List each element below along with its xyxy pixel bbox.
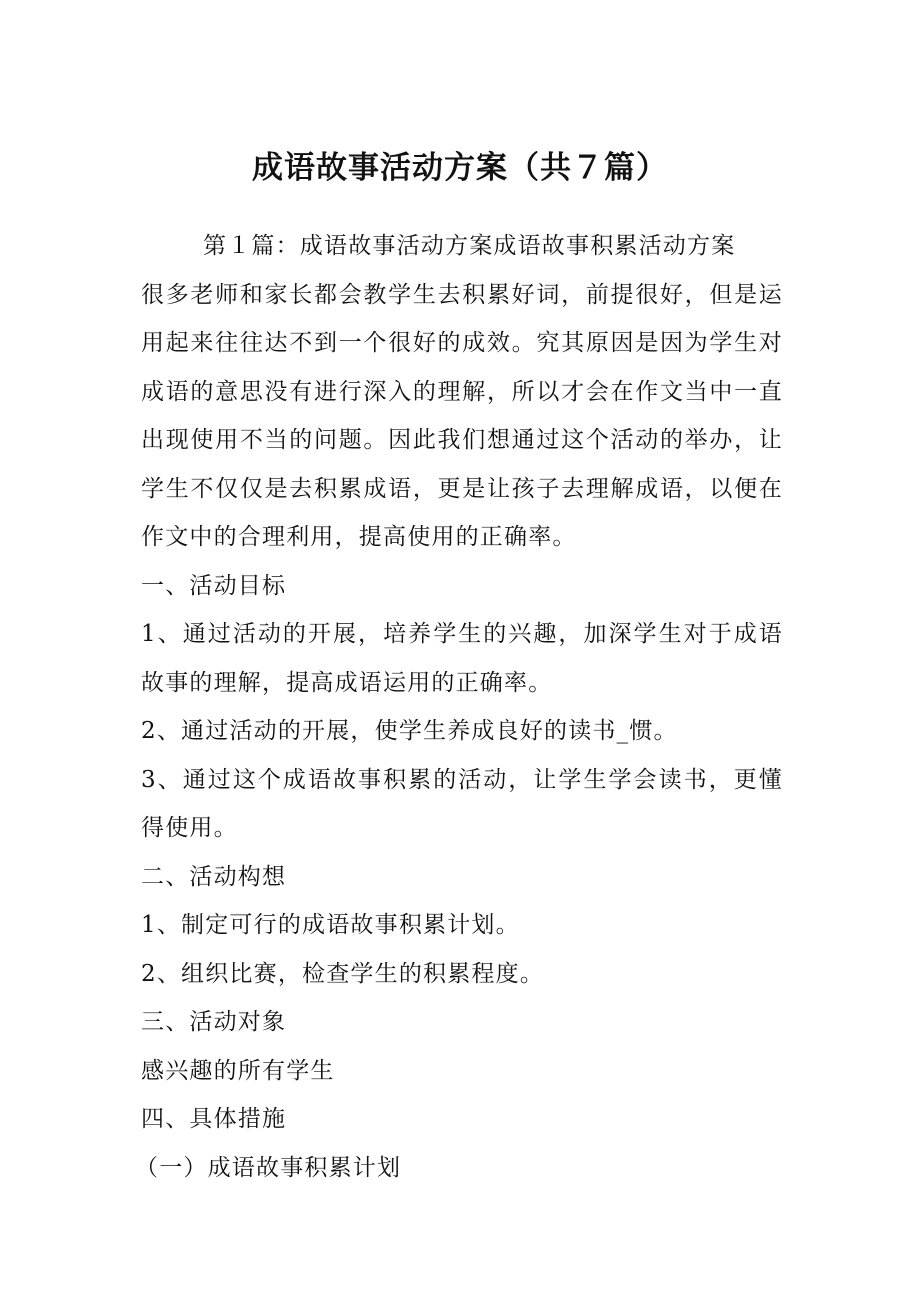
intro-paragraph: 很多老师和家长都会教学生去积累好词，前提很好，但是运用起来往往达不到一个很好的成效。究其原因是因为学生对成语的意思没有进行深入的理解，所以才会在作文当中一直出现使用不当的问题。因此我们想通过这个活动的举办，让学生不仅仅是去积累成语，更是让孩子去理解成语，以便在作文中的合理利用，提高使用的正确率。: [141, 281, 783, 550]
section-heading-goals: 一、活动目标: [141, 572, 287, 599]
document-title: 成语故事活动方案（共７篇）: [252, 150, 668, 186]
concept-item-2: 2、组织比赛，检查学生的积累程度。: [141, 960, 545, 987]
chapter-heading: 第１篇：成语故事活动方案成语故事积累活动方案: [203, 233, 736, 259]
goal-item-1: 1、通过活动的开展，培养学生的兴趣，加深学生对于成语故事的理解，提高成语运用的正确率。: [141, 621, 783, 696]
section-heading-measures: 四、具体措施: [141, 1106, 287, 1132]
concept-item-1: 1、制定可行的成语故事积累计划。: [141, 912, 520, 938]
section-heading-audience: 三、活动对象: [141, 1009, 287, 1035]
audience-text: 感兴趣的所有学生: [141, 1057, 335, 1084]
document-body: [135, 222, 783, 1192]
subsection-heading-plan: （一）成语故事积累计划: [135, 1154, 402, 1181]
section-heading-concept: 二、活动构想: [141, 863, 287, 890]
goal-item-3: 3、通过这个成语故事积累的活动，让学生学会读书，更懂得使用。: [141, 766, 783, 841]
goal-item-2: 2、通过活动的开展，使学生养成良好的读书_惯。: [141, 718, 678, 744]
